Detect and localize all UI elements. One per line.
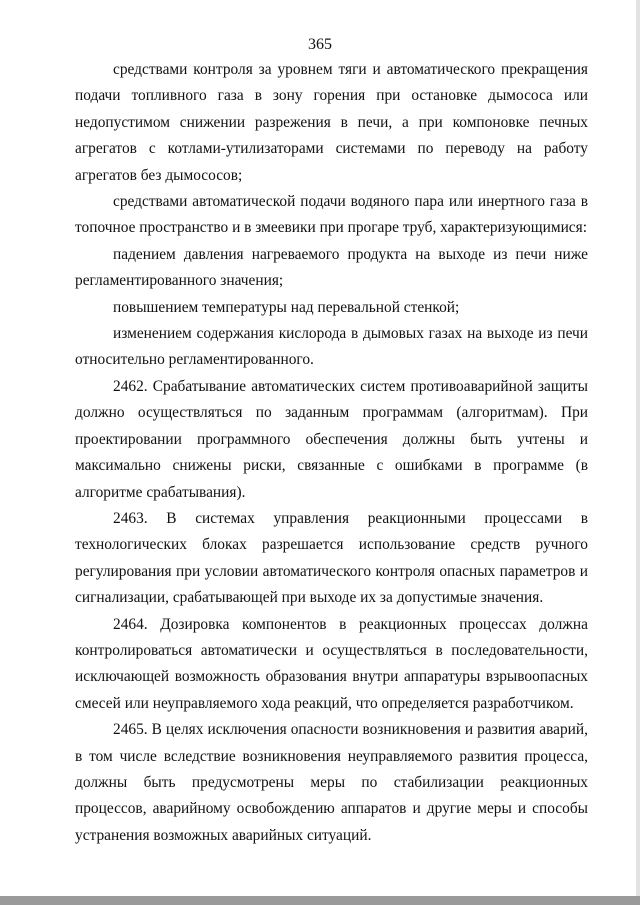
paragraph-pressure-drop: падением давления нагреваемого продукта на выходе из печи ниже регламентированного значения; (75, 245, 588, 290)
page-number: 365 (308, 36, 332, 53)
paragraph-2465: 2465. В целях исключения опасности возникновения и развития аварий, в том числе вследствие возникновения неуправляемого развития процесса, должны быть предусмотрены меры по стабилизации реакционных процессов, аварийному освобождению аппаратов и другие меры и способы устранения возможных аварийных ситуаций. (75, 721, 588, 844)
paragraph-2463: 2463. В системах управления реакционными процессами в технологических блоках разрешается использование средств ручного регулирования при условии автоматического контроля опасных параметров и сигнализации, срабатывающей при выходе их за допустимые значения. (75, 509, 588, 607)
scan-right-edge (636, 0, 640, 905)
paragraph-draft-control: средствами контроля за уровнем тяги и автоматического прекращения подачи топливного газа в зону горения при остановке дымососа или недопустимом снижении разрежения в печи, а при компоновке печных агрегатов с котлами-утилизаторами системами по переводу на работу агрегатов без дымососов; (75, 61, 588, 184)
paragraph-steam-supply: средствами автоматической подачи водяного пара или инертного газа в топочное пространство и в змеевики при прогаре труб, характеризующимися: (75, 193, 588, 237)
document-body (75, 57, 588, 849)
scan-bottom-edge (0, 896, 640, 905)
paragraph-2462: 2462. Срабатывание автоматических систем противоаварийной защиты должно осуществляться по заданным программам (алгоритмам). При проектировании программного обеспечения должны быть учтены и максимально снижены риски, связанные с ошибками в программе (в алгоритме срабатывания). (75, 377, 588, 501)
paragraph-2464: 2464. Дозировка компонентов в реакционных процессах должна контролироваться автоматически и осуществляться в последовательности, исключающей возможность образования внутри аппаратуры взрывоопасных смесей или неуправляемого хода реакций, что определяется разработчиком. (75, 615, 588, 712)
paragraph-temperature-rise: повышением температуры над перевальной стенкой; (113, 298, 460, 316)
paragraph-oxygen-content: изменением содержания кислорода в дымовых газах на выходе из печи относительно регламентированного. (75, 325, 588, 369)
